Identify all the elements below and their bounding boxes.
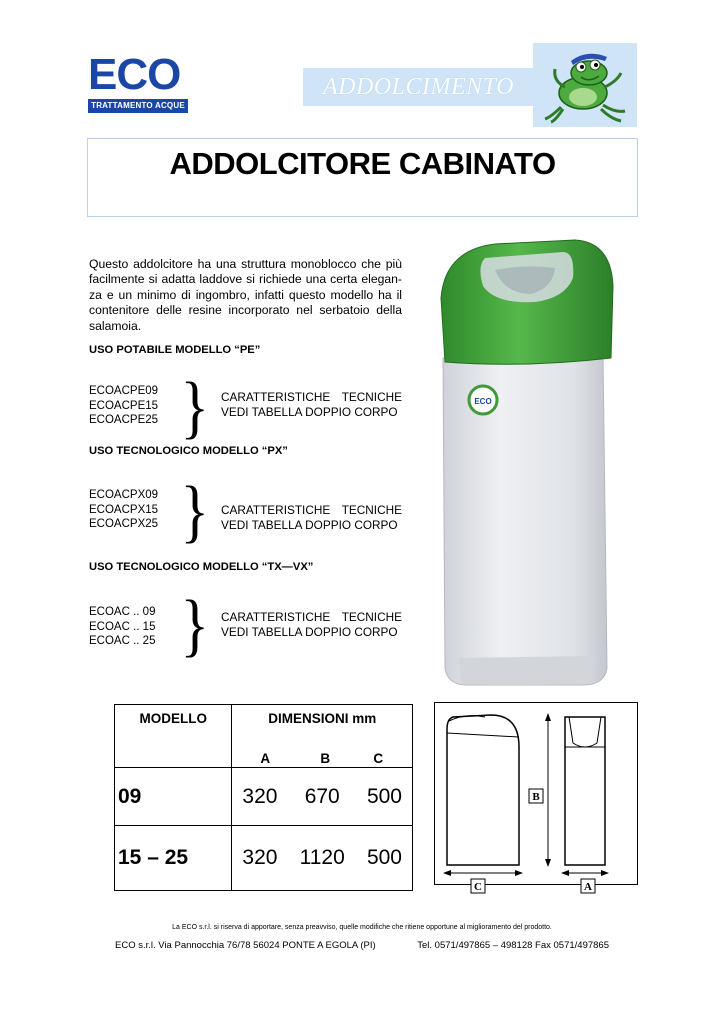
char-reference: VEDI TABELLA DOPPIO CORPO <box>221 517 398 532</box>
brace-icon: } <box>180 473 210 550</box>
footer-contact <box>115 940 609 951</box>
logo-subtitle: TRATTAMENTO ACQUE <box>88 99 188 113</box>
dim-label-c: C <box>373 751 384 766</box>
value-a: 320 <box>242 784 278 808</box>
label-b: B <box>532 791 540 803</box>
footer-phone: Tel. 0571/497865 – 498128 Fax 0571/497865 <box>417 940 609 951</box>
dimension-diagram <box>434 702 638 893</box>
logo-text: ECO <box>88 50 181 99</box>
intro-paragraph: Questo addolcitore ha una struttura monoblocco che più facilmente si adatta laddove si richiede una certa elegan-za e un minimo di ingombro, infatti questo modello ha il contenitore delle resine incorporato nel serbatoio della salamoia. <box>89 257 402 333</box>
frog-mascot-icon <box>533 43 637 127</box>
value-b: 1120 <box>299 846 345 869</box>
row-values <box>232 768 413 826</box>
char-label: CARATTERISTICHE <box>221 390 331 404</box>
cabinet-label: ECO <box>474 397 492 406</box>
characteristics-pe <box>221 390 402 419</box>
characteristics-tx-vx <box>221 610 402 639</box>
footer-disclaimer: La ECO s.r.l. si riserva di apportare, senza preavviso, quelle modifiche che ritiene opportune al miglioramento del prodotto. <box>172 924 552 931</box>
dim-label-b: B <box>320 751 331 766</box>
char-label: TECNICHE <box>341 610 402 624</box>
char-label: CARATTERISTICHE <box>221 610 331 624</box>
page-title: ADDOLCITORE CABINATO <box>169 146 556 181</box>
label-a: A <box>584 881 592 893</box>
row-model: 15 – 25 <box>115 826 232 891</box>
row-model: 09 <box>115 768 232 826</box>
eco-logo <box>88 50 188 99</box>
brace-icon: } <box>180 587 210 664</box>
value-c: 500 <box>366 784 402 808</box>
footer-address: ECO s.r.l. Via Pannocchia 76/78 56024 PONTE A EGOLA (PI) <box>115 940 376 951</box>
model-code: ECOAC .. 15 <box>89 620 156 633</box>
model-code: ECOACPX09 <box>89 489 159 501</box>
model-code: ECOAC .. 25 <box>89 635 156 648</box>
category-banner: ADDOLCIMENTO <box>303 68 533 106</box>
section-heading-tx-vx: USO TECNOLOGICO MODELLO “TX—VX” <box>89 561 314 573</box>
model-code: ECOACPE15 <box>89 399 159 412</box>
table-row <box>115 826 413 891</box>
model-code: ECOACPX15 <box>89 503 159 516</box>
char-label: TECNICHE <box>341 503 402 517</box>
model-code: ECOACPX25 <box>89 518 159 531</box>
model-code: ECOAC .. 09 <box>89 606 156 618</box>
row-values <box>232 826 413 891</box>
table-header-model: MODELLO <box>115 705 232 768</box>
dim-label-a: A <box>260 751 271 766</box>
dimensions-table <box>114 704 413 891</box>
value-c: 500 <box>366 846 402 869</box>
char-reference: VEDI TABELLA DOPPIO CORPO <box>221 624 398 639</box>
value-b: 670 <box>304 784 340 808</box>
model-code-list-tx-vx <box>89 605 155 649</box>
model-code-list-pe <box>89 384 158 428</box>
section-heading-pe: USO POTABILE MODELLO “PE” <box>89 344 261 356</box>
char-reference: VEDI TABELLA DOPPIO CORPO <box>221 404 398 419</box>
model-code: ECOACPE25 <box>89 414 159 427</box>
label-c: C <box>474 881 482 893</box>
char-label: TECNICHE <box>341 390 402 404</box>
table-row <box>115 768 413 826</box>
brace-icon: } <box>180 369 210 446</box>
section-heading-px: USO TECNOLOGICO MODELLO “PX” <box>89 445 288 457</box>
char-label: CARATTERISTICHE <box>221 503 331 517</box>
value-a: 320 <box>242 846 278 869</box>
characteristics-px <box>221 503 402 532</box>
model-code: ECOACPE09 <box>89 385 159 397</box>
table-header-dimensions <box>232 705 413 768</box>
dimensions-title: DIMENSIONI mm <box>268 711 377 726</box>
water-softener-cabinet-image <box>435 238 615 695</box>
model-code-list-px <box>89 488 158 532</box>
